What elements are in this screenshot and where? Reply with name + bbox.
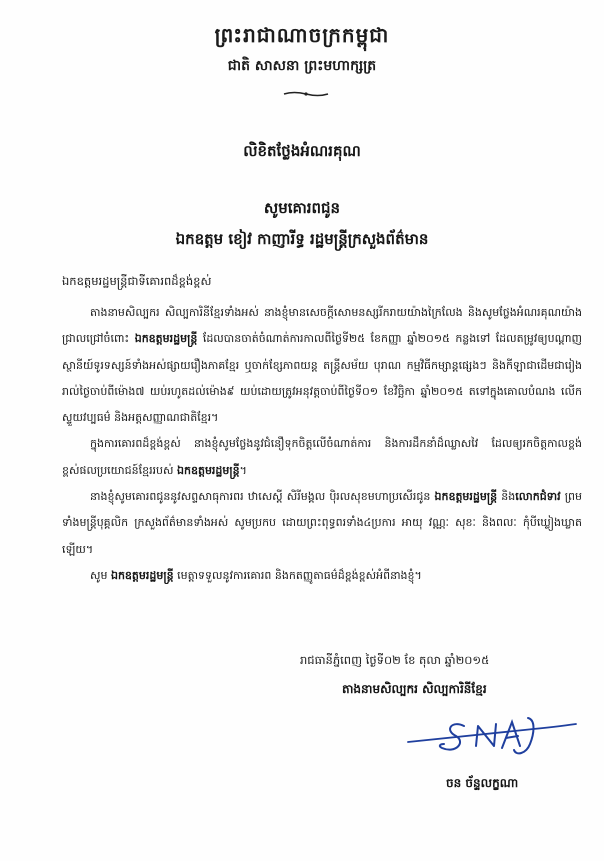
p3-title-bold: ឯកឧត្តមរដ្ឋមន្ត្រី: [434, 490, 498, 504]
p2-title-bold: ឯកឧត្តមរដ្ឋមន្ត្រី: [177, 463, 240, 477]
on-behalf-of: តាងនាមសិល្បករ សិល្បការិនីខ្មែរ: [342, 682, 487, 696]
paragraph-4: [62, 563, 582, 589]
handwritten-signature: [404, 704, 580, 760]
p3-text-a: នាងខ្ញុំសូមគោរពជូននូវសព្ទសាធុការពរ ឋាសេស្តី សិរីមង្គល បុិរលសុខមហាប្រសើរជូន: [90, 490, 431, 504]
p4-title-bold: ឯកឧត្តមរដ្ឋមន្ត្រី: [110, 568, 174, 582]
kingdom-heading: ព្រះរាជាណាចក្រកម្ពុជា: [214, 23, 390, 47]
paragraph-3: [62, 484, 582, 563]
salutation: ឯកឧត្តមរដ្ឋមន្ត្រីជាទីគោរពដ៏ខ្ពង់ខ្ពស់: [62, 274, 212, 288]
p2-text-c: ។: [239, 463, 247, 477]
p1-text-a: តាងនាមសិល្បករ សិល្បការិនីខ្មែរទាំងអស់ នាងខ្ញុំមានសេចក្តីសោមនស្សរីករាយយ៉ាងក្រៃលែង និងសូមថ្លែងអំណរគុណយ៉ាងជ្រាលជ្រៅចំពោះ: [62, 306, 582, 346]
p4-text-c: មេត្តាទទួលនូវការគោរព និងកតញ្ញូតាធម៌ដ៏ខ្ពង់ខ្ពស់អំពីនាងខ្ញុំ។: [177, 568, 422, 582]
national-motto: ជាតិ សាសនា ព្រះមហាក្សត្រ: [227, 58, 377, 74]
p3-text-c: និង: [501, 490, 516, 504]
p3-text-e: ព្រមទាំងមន្ត្រីបុគ្គលិក ក្រសួងព័ត៌មានទាំងអស់ សូមប្រកប ដោយព្រះពុទ្ធពរទាំង៤ប្រការ អាយុ វណ្ណៈ សុខៈ និងពលៈ កុំបីឃ្លៀងឃ្លាតឡើយ។: [62, 490, 583, 556]
recipient-line: ឯកឧត្តម ខៀវ កាញារីទ្ធ រដ្ឋមន្ត្រីក្រសួងព័ត៌មាន: [175, 230, 429, 248]
letter-title: លិខិតថ្លែងអំណរគុណ: [243, 142, 361, 160]
ornament-divider: [282, 89, 330, 99]
p2-text-a: ក្នុងការគោរពដ៏ខ្ពង់ខ្ពស់ នាងខ្ញុំសូមថ្លែងនូវជំនឿទុកចិត្តលើចំណាត់ការ និងការដឹកនាំដ៏ឈ្លាសវៃ ដែលឲ្យរកចិត្តកាលខ្ពង់ខ្ពស់ផលប្រយោជន៍ខ្មែររបស់: [62, 437, 582, 477]
letter-body: [62, 300, 582, 589]
p1-title-bold: ឯកឧត្តមរដ្ឋមន្ត្រី: [134, 332, 198, 346]
respectfully-to: សូមគោរពជូន: [263, 199, 341, 217]
signer-name: ចន ច័ន្ទលក្ខណា: [446, 776, 519, 790]
letter-date: រាជធានីភ្នំពេញ ថ្ងៃទី០២ ខែ តុលា ឆ្នាំ២០១៥: [300, 653, 490, 667]
paragraph-1: [62, 300, 582, 431]
p3-lady-bold: លោកជំទាវ: [515, 490, 561, 504]
paragraph-2: [62, 431, 582, 484]
p4-text-a: សូម: [90, 568, 108, 582]
p1-text-c: ដែលបានចាត់ចំណាត់ការកាលពីថ្ងៃទី២៥ ខែកញ្ញា ឆ្នាំ២០១៥ កន្លងទៅ ដែលតម្រូវឲ្យបណ្តាញស្ថានីយ៍ទូរទស្សន៍ទាំងអស់ផ្សាយរឿងភាគខ្មែរ ឬចាក់ខ្សែភាពយន្ត តន្ត្រីសម័យ បុរាណ កម្មវិធីកម្សាន្តផ្សេងៗ និងកីឡាជាដើមជារៀងរាល់ថ្ងៃចាប់ពីម៉ោង៧ យប់រហូតដល់ម៉ោង៩ យប់ដោយត្រូវអនុវត្តចាប់ពីថ្ងៃទី០១ ខែវិច្ឆិកា ឆ្នាំ២០១៥ តទៅក្នុងគោលបំណង លើកស្ទួយវប្បធម៌ និងអត្តសញ្ញាណជាតិខ្មែរ។: [62, 332, 583, 425]
